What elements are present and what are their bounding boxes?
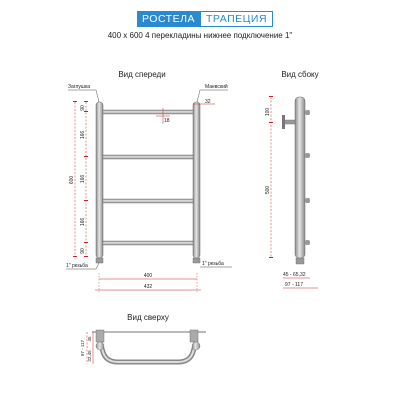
dim-400: 400 (143, 273, 153, 279)
side-bar-stub-2 (305, 153, 310, 158)
thread-label-right: 1" резьба (202, 261, 224, 267)
dim-432: 432 (143, 284, 153, 290)
mayevsky-label: Маевский (205, 84, 228, 90)
front-view-title: Вид спереди (118, 70, 166, 79)
left-connection (96, 258, 103, 263)
model-label: ТРАПЕЦИЯ (200, 11, 273, 27)
dim-500: 500 (265, 185, 271, 195)
side-bar-stub-4 (305, 240, 310, 245)
side-bracket (284, 120, 295, 124)
dim-top-45: 45 (87, 336, 92, 342)
front-crossbar-2 (103, 155, 193, 159)
side-bar-stub-3 (305, 198, 310, 203)
dim-100: 100 (265, 107, 271, 117)
side-riser (295, 97, 305, 258)
front-crossbar-3 (103, 199, 193, 203)
top-right-riser (192, 342, 200, 350)
dim-166-c: 166 (80, 217, 86, 227)
dim-18: 18 (164, 118, 170, 124)
dim-90-top: 90 (80, 105, 86, 111)
dim-top-32: 32,45 (87, 350, 92, 362)
dim-166-a: 166 (80, 130, 86, 140)
side-bar-stub-1 (305, 110, 310, 115)
side-connection (296, 258, 304, 264)
top-view-title: Вид сверху (127, 313, 169, 322)
plug-label: Заглушка (68, 84, 91, 90)
top-left-riser (96, 342, 104, 350)
side-bracket-plate (282, 115, 285, 129)
dim-45-65: 45 - 65,32 (283, 272, 306, 278)
dim-97-117: 97 - 117 (285, 282, 303, 288)
front-crossbar-4 (103, 241, 193, 245)
front-crossbar-1 (103, 110, 193, 114)
front-right-riser (193, 102, 200, 258)
dim-top-97-117: 97 - 117 (80, 339, 85, 357)
brand-label: РОСТЕЛА (137, 11, 200, 27)
dim-166-b: 166 (80, 174, 86, 184)
top-left-bracket (96, 330, 104, 342)
dim-600: 600 (69, 175, 75, 185)
top-right-bracket (190, 330, 198, 342)
front-left-riser (96, 102, 103, 258)
dim-32: 32 (205, 99, 211, 105)
right-connection (193, 258, 200, 263)
dim-90-bottom: 90 (80, 248, 86, 254)
product-subtitle: 400 x 600 4 перекладины нижнее подключение 1" (107, 31, 293, 40)
thread-label-left: 1" резьба (66, 263, 88, 269)
side-view-title: Вид сбоку (281, 70, 319, 79)
top-view-tube (100, 342, 196, 362)
